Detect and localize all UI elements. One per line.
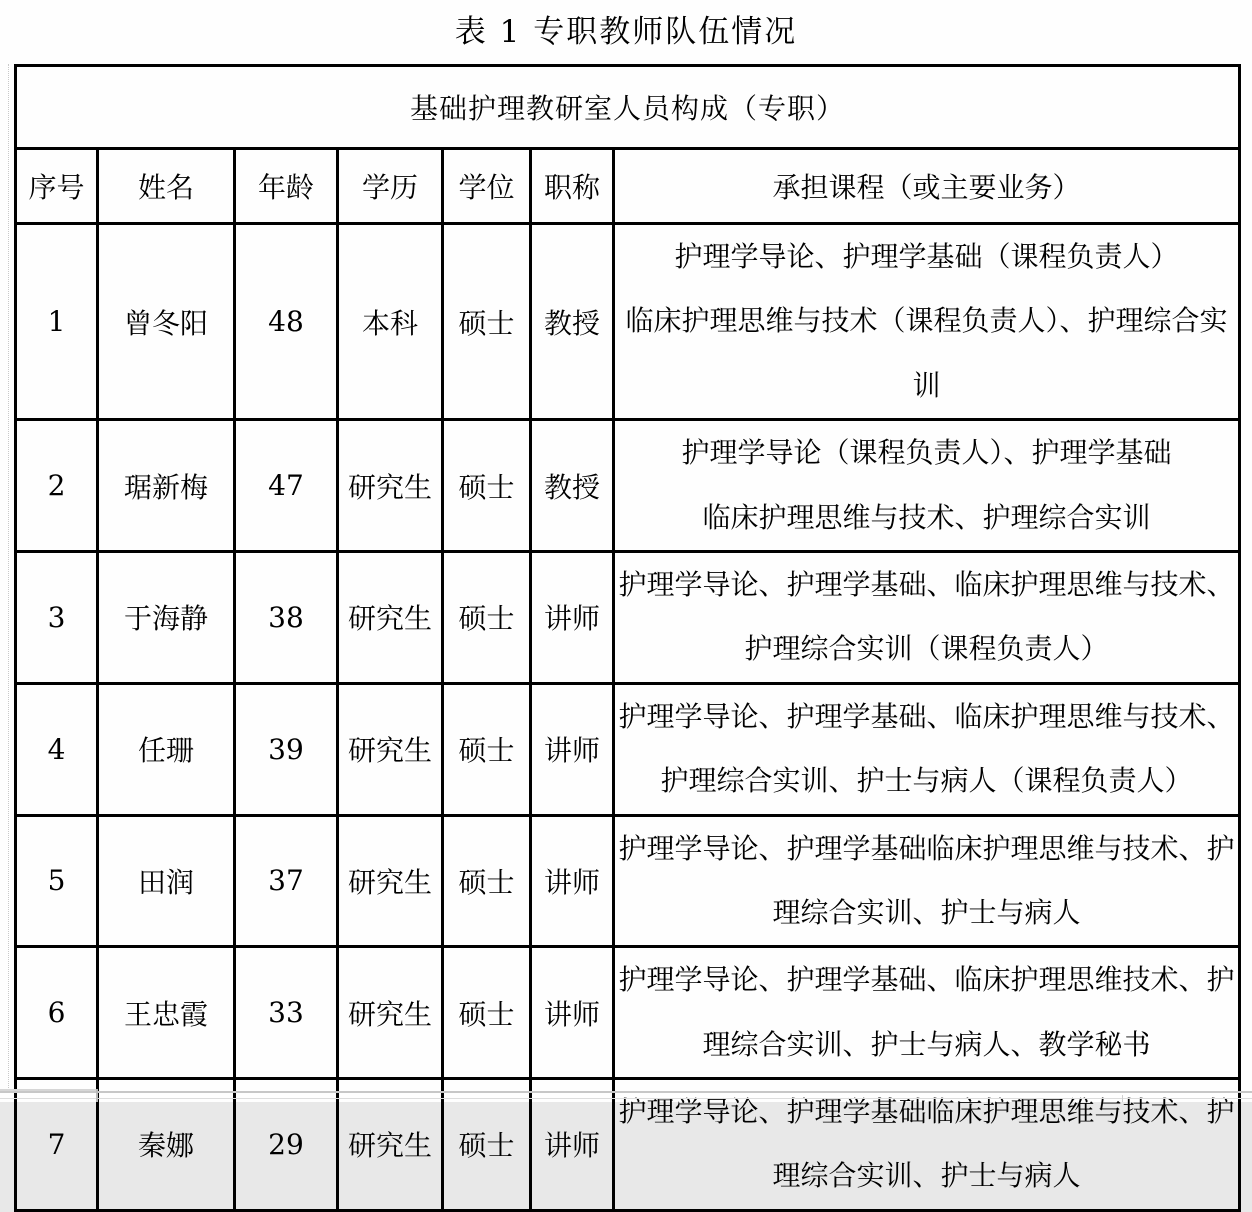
cell-courses xyxy=(614,815,1240,947)
cell-courses xyxy=(614,551,1240,683)
cell-name: 王忠霞 xyxy=(98,947,235,1079)
cell-degree: 硕士 xyxy=(443,815,531,947)
cell-title: 教授 xyxy=(531,420,614,552)
cell-title: 讲师 xyxy=(531,947,614,1079)
cell-name: 任珊 xyxy=(98,683,235,815)
cell-name: 琚新梅 xyxy=(98,420,235,552)
cell-age: 37 xyxy=(235,815,338,947)
cell-title: 教授 xyxy=(531,224,614,420)
col-header-courses: 承担课程（或主要业务） xyxy=(614,149,1240,224)
faint-gridline-tick xyxy=(96,1089,98,1102)
cell-education: 研究生 xyxy=(338,420,443,552)
cell-age: 39 xyxy=(235,683,338,815)
cell-education: 研究生 xyxy=(338,815,443,947)
col-header-title: 职称 xyxy=(531,149,614,224)
course-line: 临床护理思维与技术、护理综合实训 xyxy=(702,500,1151,534)
table-row xyxy=(16,224,1240,420)
table-merged-header-row xyxy=(16,66,1240,149)
course-line: 护理学导论、护理学基础、临床护理思维与技术、护理综合实训（课程负责人） xyxy=(618,567,1235,666)
teacher-table xyxy=(14,64,1241,1212)
cell-title: 讲师 xyxy=(531,683,614,815)
cell-age: 38 xyxy=(235,551,338,683)
faint-gridline xyxy=(0,1098,1252,1099)
cell-education: 研究生 xyxy=(338,947,443,1079)
col-header-degree: 学位 xyxy=(443,149,531,224)
table-row xyxy=(16,683,1240,815)
cell-age: 33 xyxy=(235,947,338,1079)
cell-name: 秦娜 xyxy=(98,1079,235,1211)
col-header-no: 序号 xyxy=(16,149,98,224)
cell-no: 1 xyxy=(16,224,98,420)
cell-degree: 硕士 xyxy=(443,224,531,420)
cell-degree: 硕士 xyxy=(443,947,531,1079)
cell-name: 曾冬阳 xyxy=(98,224,235,420)
cell-degree: 硕士 xyxy=(443,551,531,683)
cell-name: 田润 xyxy=(98,815,235,947)
faint-gridline xyxy=(0,1091,1252,1093)
cell-no: 4 xyxy=(16,683,98,815)
cell-title: 讲师 xyxy=(531,815,614,947)
course-line: 护理学导论、护理学基础、临床护理思维技术、护理综合实训、护士与病人、教学秘书 xyxy=(618,963,1235,1061)
table-header-row xyxy=(16,149,1240,224)
table-row xyxy=(16,551,1240,683)
cell-degree: 硕士 xyxy=(443,683,531,815)
course-line: 护理学导论（课程负责人）、护理学基础 xyxy=(681,436,1172,470)
col-header-name: 姓名 xyxy=(98,149,235,224)
cell-education: 研究生 xyxy=(338,1079,443,1211)
cell-age: 47 xyxy=(235,420,338,552)
cell-no: 6 xyxy=(16,947,98,1079)
cell-degree: 硕士 xyxy=(443,420,531,552)
cell-no: 7 xyxy=(16,1079,98,1211)
course-line: 护理学导论、护理学基础（课程负责人） xyxy=(674,240,1179,273)
cell-title: 讲师 xyxy=(531,551,614,683)
course-line: 临床护理思维与技术（课程负责人）、护理综合实训 xyxy=(625,304,1228,402)
course-line: 护理学导论、护理学基础临床护理思维与技术、护理综合实训、护士与病人 xyxy=(618,831,1235,929)
page-margin-gridline xyxy=(8,64,9,1090)
cell-title: 讲师 xyxy=(531,1079,614,1211)
cell-courses xyxy=(614,683,1240,815)
cell-age: 48 xyxy=(235,224,338,420)
table-row xyxy=(16,947,1240,1079)
col-header-education: 学历 xyxy=(338,149,443,224)
cell-no: 5 xyxy=(16,815,98,947)
page-title: 表 1 专职教师队伍情况 xyxy=(454,14,798,50)
table-row xyxy=(16,815,1240,947)
cell-no: 3 xyxy=(16,551,98,683)
cell-name: 于海静 xyxy=(98,551,235,683)
col-header-age: 年龄 xyxy=(235,149,338,224)
table-row xyxy=(16,420,1240,552)
cell-education: 研究生 xyxy=(338,683,443,815)
course-line: 护理学导论、护理学基础临床护理思维与技术、护理综合实训、护士与病人 xyxy=(618,1095,1235,1193)
cell-no: 2 xyxy=(16,420,98,552)
cell-education: 研究生 xyxy=(338,551,443,683)
cell-courses xyxy=(614,224,1240,420)
table-merged-header: 基础护理教研室人员构成（专职） xyxy=(16,66,1240,149)
course-line: 护理学导论、护理学基础、临床护理思维与技术、护理综合实训、护士与病人（课程负责人） xyxy=(618,699,1235,798)
cell-age: 29 xyxy=(235,1079,338,1211)
cell-degree: 硕士 xyxy=(443,1079,531,1211)
cell-courses xyxy=(614,420,1240,552)
faint-gridline-tick xyxy=(1122,1095,1123,1102)
cell-courses xyxy=(614,947,1240,1079)
cell-education: 本科 xyxy=(338,224,443,420)
